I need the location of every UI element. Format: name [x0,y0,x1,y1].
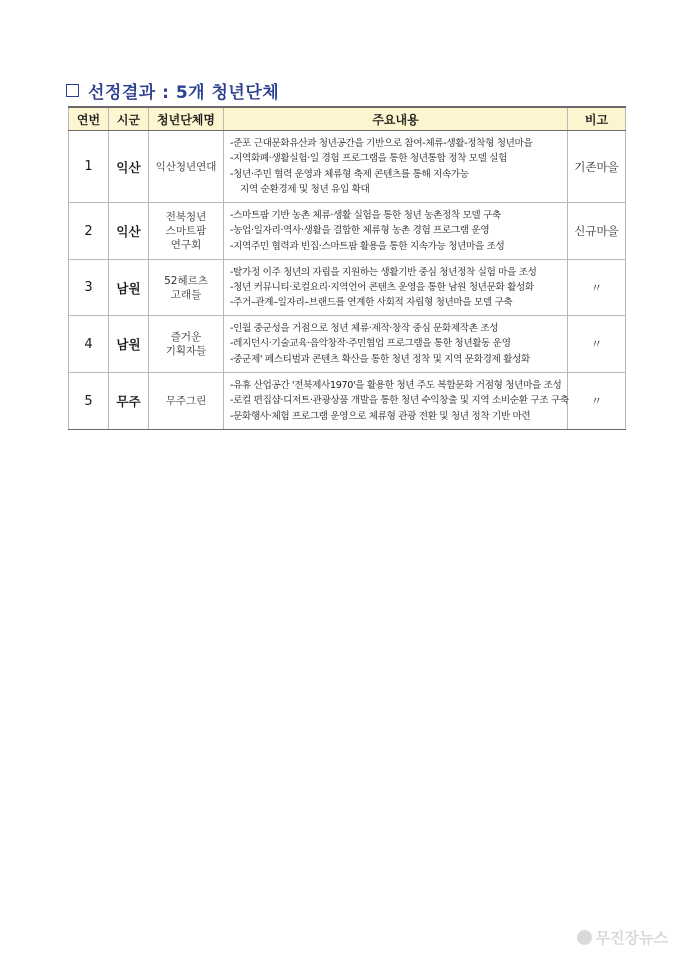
row-content [224,260,568,316]
row-group [149,131,224,203]
row-group [149,203,224,260]
row-group [149,316,224,373]
row-city: 남원 [109,260,149,316]
mountain-logo-icon [577,930,592,945]
row-number: 3 [69,260,109,316]
row-city: 무주 [109,373,149,430]
row-group [149,260,224,316]
square-outline-icon [66,84,79,97]
row-city: 익산 [109,131,149,203]
row-content [224,203,568,260]
content-line: -준포 근대문화유산과 청년공간을 기반으로 참여-체류-생활-정착형 청년마을 [230,137,533,149]
group-name-line: 전북청년 [165,211,207,223]
content-line: -스마트팜 기반 농촌 체류·생활 실험을 통한 청년 농촌정착 모델 구축 [230,210,501,222]
content-line: -지역화폐·생활실험·일 경험 프로그램을 통한 청년통합 정착 모델 실험 [230,153,508,165]
content-line: -주거–관계–일자리–브랜드를 연계한 사회적 자립형 청년마을 모델 구축 [230,297,513,309]
group-name-line: 52헤르츠 [164,274,208,287]
content-line: 지역 순환경제 및 청년 유입 확대 [240,183,370,195]
group-name-line: 즐거운 [170,331,202,343]
section-heading [66,78,279,103]
group-name-line: 고래들 [170,288,202,301]
row-group [149,373,224,430]
header-content: 주요내용 [224,107,568,131]
row-note: 〃 [568,373,626,430]
header-city: 시군 [109,107,149,131]
table-row [69,203,626,260]
content-line: -로컬 편집샵·디저트·관광상품 개발을 통한 청년 수익창출 및 지역 소비순환 구조 구축 [230,395,569,407]
header-note: 비고 [568,107,626,131]
watermark [577,927,668,948]
table-row [69,131,626,203]
group-name-line: 연구회 [170,239,202,251]
content-line: -지역주민 협력과 빈집·스마트팜 활용을 통한 지속가능 청년마을 조성 [230,240,505,252]
table-row [69,260,626,316]
content-line: -인월 중군성을 거점으로 청년 체류·제작·창작 중심 문화제작촌 조성 [230,323,499,335]
group-name-line: 무주그린 [165,395,207,407]
header-group: 청년단체명 [149,107,224,131]
row-content [224,316,568,373]
row-note: 〃 [568,260,626,316]
table-row [69,373,626,430]
table-row [69,316,626,373]
row-note: 신규마을 [568,203,626,260]
row-city: 남원 [109,316,149,373]
row-content [224,131,568,203]
row-number: 5 [69,373,109,430]
group-name-line: 스마트팜 [165,225,207,237]
header-number: 연번 [69,107,109,131]
row-number: 2 [69,203,109,260]
content-line: -중군제' 페스티벌과 콘텐츠 확산을 통한 청년 정착 및 지역 문화경제 활성화 [230,353,530,365]
content-line: -문화행사·체험 프로그램 운영으로 체류형 관광 전환 및 청년 정착 기반 마련 [230,410,531,422]
row-note: 기존마을 [568,131,626,203]
results-table [68,106,626,430]
row-number: 1 [69,131,109,203]
row-content [224,373,568,430]
group-name-line: 익산청년연대 [155,160,217,173]
content-line: -청년 커뮤니티·로컬요리·지역언어 콘텐츠 운영을 통한 남원 청년문화 활성화 [230,281,534,293]
group-name-line: 기획자들 [165,345,207,357]
table-header-row [69,107,626,131]
content-line: -레지던시·기술교육·음악창작·주민협업 프로그램을 통한 청년활동 운영 [230,338,511,350]
watermark-text: 무진장뉴스 [595,929,668,947]
content-line: -탈가정 이주 청년의 자립을 지원하는 생활기반 중심 청년정착 실험 마을 조성 [230,266,537,278]
row-city: 익산 [109,203,149,260]
content-line: -유휴 산업공간 '전북제사1970'을 활용한 청년 주도 복합문화 거점형 청년마을 조성 [230,380,562,392]
content-line: -청년·주민 협력 운영과 체류형 축제 콘텐츠를 통해 지속가능 [230,168,469,180]
row-note: 〃 [568,316,626,373]
content-line: -농업·일자리·역사·생활을 결합한 체류형 농촌 경험 프로그램 운영 [230,225,490,237]
section-title: 선정결과 : 5개 청년단체 [88,83,280,103]
row-number: 4 [69,316,109,373]
